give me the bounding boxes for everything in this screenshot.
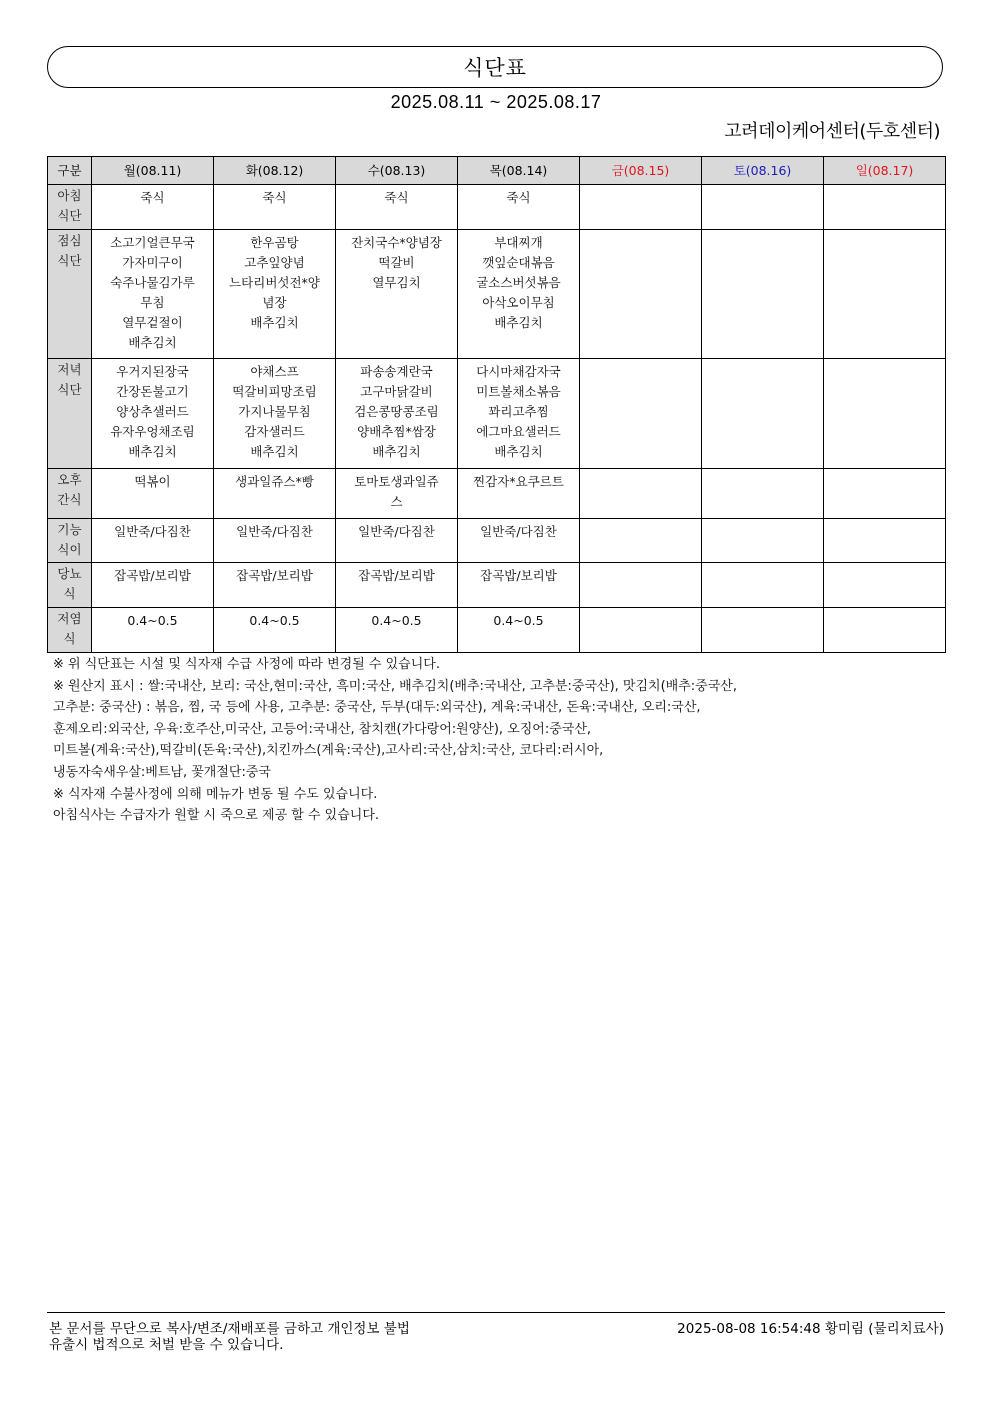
- menu-item: 0.4~0.5: [127, 613, 178, 628]
- menu-cell: [702, 608, 824, 653]
- meal-row: [48, 608, 946, 653]
- menu-cell: [336, 469, 458, 519]
- meal-type-label-line: 식단: [57, 253, 82, 268]
- meal-type-label: [48, 359, 92, 469]
- menu-cell: [702, 469, 824, 519]
- menu-item: 꽈리고추찜: [488, 404, 549, 419]
- menu-cell: [702, 519, 824, 563]
- note-line: ※ 원산지 표시 : 쌀:국내산, 보리: 국산,현미:국산, 흑미:국산, 배추김치(배추:국내산, 고추분:중국산), 맛김치(배추:중국산,: [53, 678, 737, 694]
- menu-item: 검은콩땅콩조림: [354, 404, 439, 419]
- menu-cell: [702, 185, 824, 230]
- note-line: 고추분: 중국산) : 볶음, 찜, 국 등에 사용, 고추분: 중국산, 두부(대두:외국산), 계육:국내산, 돈육:국내산, 오리:국산,: [53, 700, 701, 716]
- menu-item: 가지나물무침: [238, 404, 311, 419]
- menu-item: 다시마채감자국: [476, 364, 561, 379]
- menu-cell: [702, 563, 824, 608]
- menu-item: 일반죽/다짐찬: [480, 524, 557, 539]
- menu-item: 아삭오이무침: [482, 295, 555, 310]
- menu-cell: [824, 608, 946, 653]
- menu-item: 굴소스버섯볶음: [476, 275, 561, 290]
- menu-cell: [458, 230, 580, 359]
- day-header: 금(08.15): [580, 157, 702, 185]
- meal-type-label: [48, 563, 92, 608]
- menu-item: 떡갈비: [378, 255, 415, 270]
- meal-type-label-line: 저녁: [57, 362, 82, 377]
- menu-cell: [580, 563, 702, 608]
- menu-item: 일반죽/다짐찬: [358, 524, 435, 539]
- menu-cell: [824, 230, 946, 359]
- menu-item: 죽식: [506, 190, 531, 205]
- menu-item: 토마토생과일쥬: [354, 474, 439, 489]
- menu-cell: [336, 563, 458, 608]
- menu-item: 죽식: [262, 190, 287, 205]
- meal-type-label-line: 점심: [57, 233, 82, 248]
- menu-cell: [824, 359, 946, 469]
- menu-cell: [92, 185, 214, 230]
- menu-cell: [824, 519, 946, 563]
- meal-row: [48, 185, 946, 230]
- note-line: ※ 위 식단표는 시설 및 식자재 수급 사정에 따라 변경될 수 있습니다.: [53, 657, 440, 672]
- meal-row: [48, 519, 946, 563]
- menu-cell: [580, 359, 702, 469]
- menu-cell: [824, 563, 946, 608]
- meal-row: [48, 469, 946, 519]
- menu-item: 우거지된장국: [116, 364, 189, 379]
- disclaimer-line-1: 본 문서를 무단으로 복사/변조/재배포를 금하고 개인정보 불법: [49, 1321, 410, 1337]
- menu-cell: [458, 563, 580, 608]
- menu-cell: [214, 230, 336, 359]
- note-line: 미트볼(계육:국산),떡갈비(돈육:국산),치킨까스(계육:국산),고사리:국산,삼치:국산, 코다리:러시아,: [53, 743, 604, 759]
- menu-cell: [92, 469, 214, 519]
- menu-cell: [580, 230, 702, 359]
- footer-timestamp-author: 2025-08-08 16:54:48 황미림 (물리치료사): [677, 1321, 944, 1337]
- menu-item: 0.4~0.5: [249, 613, 300, 628]
- menu-item: 느타리버섯전*양: [229, 275, 320, 290]
- menu-item: 야채스프: [250, 364, 299, 379]
- menu-cell: [214, 469, 336, 519]
- menu-item: 배추김치: [128, 335, 177, 350]
- menu-cell: [336, 519, 458, 563]
- menu-cell: [702, 230, 824, 359]
- meal-type-label: [48, 230, 92, 359]
- menu-item: 생과일쥬스*빵: [235, 474, 314, 489]
- center-name: 고려데이케어센터(두호센터): [724, 121, 940, 142]
- menu-cell: [458, 185, 580, 230]
- meal-row: [48, 230, 946, 359]
- menu-cell: [92, 230, 214, 359]
- menu-cell: [336, 185, 458, 230]
- corner-header: 구분: [48, 157, 92, 185]
- menu-item: 열무겉절이: [122, 315, 183, 330]
- footer-disclaimer: [49, 1321, 410, 1353]
- meal-type-label-line: 식: [63, 631, 76, 646]
- day-header: 목(08.14): [458, 157, 580, 185]
- meal-row: [48, 359, 946, 469]
- menu-item: 파송송계란국: [360, 364, 433, 379]
- menu-cell: [214, 563, 336, 608]
- menu-item: 떡볶이: [134, 474, 171, 489]
- menu-cell: [336, 608, 458, 653]
- menu-item: 미트볼채소볶음: [476, 384, 561, 399]
- menu-period: 2025.08.11 ~ 2025.08.17: [390, 92, 602, 112]
- menu-item: 부대찌개: [494, 235, 543, 250]
- menu-item: 한우곰탕: [250, 235, 299, 250]
- menu-item: 잡곡밥/보리밥: [358, 568, 435, 583]
- menu-cell: [580, 608, 702, 653]
- menu-item: 스: [390, 494, 403, 509]
- menu-item: 유자우엉채조림: [110, 424, 195, 439]
- menu-item: 찐감자*요쿠르트: [473, 474, 564, 489]
- menu-item: 열무김치: [372, 275, 421, 290]
- day-header: 토(08.16): [702, 157, 824, 185]
- menu-item: 배추김치: [250, 444, 299, 459]
- menu-cell: [824, 185, 946, 230]
- menu-item: 배추김치: [128, 444, 177, 459]
- menu-item: 소고기얼큰무국: [110, 235, 195, 250]
- menu-cell: [214, 185, 336, 230]
- weekly-menu-table: [47, 156, 946, 653]
- menu-cell: [458, 519, 580, 563]
- menu-cell: [702, 359, 824, 469]
- menu-item: 숙주나물김가루: [110, 275, 195, 290]
- menu-item: 잡곡밥/보리밥: [236, 568, 313, 583]
- meal-type-label: [48, 519, 92, 563]
- menu-item: 감자샐러드: [244, 424, 305, 439]
- menu-item: 떡갈비피망조림: [232, 384, 317, 399]
- menu-cell: [336, 230, 458, 359]
- menu-cell: [92, 359, 214, 469]
- meal-type-label-line: 오후: [57, 472, 82, 487]
- menu-item: 잡곡밥/보리밥: [480, 568, 557, 583]
- menu-item: 고구마닭갈비: [360, 384, 433, 399]
- note-line: 아침식사는 수급자가 원할 시 죽으로 제공 할 수 있습니다.: [53, 808, 380, 824]
- header-row: [48, 157, 946, 185]
- menu-item: 죽식: [384, 190, 409, 205]
- menu-cell: [92, 519, 214, 563]
- meal-type-label-line: 식단: [57, 208, 82, 223]
- menu-cell: [214, 359, 336, 469]
- menu-item: 무침: [140, 295, 165, 310]
- day-header: 화(08.12): [214, 157, 336, 185]
- menu-body: [48, 185, 946, 653]
- disclaimer-line-2: 유출시 법적으로 처벌 받을 수 있습니다.: [49, 1337, 284, 1353]
- title-text: 식단표: [463, 56, 527, 80]
- menu-item: 고추잎양념: [244, 255, 305, 270]
- menu-cell: [458, 359, 580, 469]
- menu-item: 양배추찜*쌈장: [357, 424, 436, 439]
- notes-section: [53, 654, 933, 827]
- menu-cell: [92, 563, 214, 608]
- meal-type-label-line: 당뇨: [57, 566, 82, 581]
- menu-cell: [580, 469, 702, 519]
- meal-type-label-line: 식이: [57, 542, 82, 557]
- meal-type-label: [48, 608, 92, 653]
- meal-type-label-line: 식단: [57, 382, 82, 397]
- document-title: [47, 46, 943, 88]
- menu-item: 잔치국수*양념장: [351, 235, 442, 250]
- footer-divider: [47, 1312, 945, 1313]
- meal-type-label-line: 아침: [57, 188, 82, 203]
- menu-item: 에그마요샐러드: [476, 424, 561, 439]
- meal-type-label-line: 식: [63, 586, 76, 601]
- meal-type-label-line: 기능: [57, 522, 82, 537]
- day-header: 일(08.17): [824, 157, 946, 185]
- menu-item: 념장: [262, 295, 287, 310]
- menu-cell: [458, 469, 580, 519]
- day-header: 월(08.11): [92, 157, 214, 185]
- menu-item: 일반죽/다짐찬: [236, 524, 313, 539]
- meal-type-label-line: 저염: [57, 611, 82, 626]
- menu-cell: [580, 519, 702, 563]
- note-line: 훈제오리:외국산, 우육:호주산,미국산, 고등어:국내산, 참치캔(가다랑어:원양산), 오징어:중국산,: [53, 721, 592, 737]
- note-line: ※ 식자재 수불사정에 의해 메뉴가 변동 될 수도 있습니다.: [53, 786, 378, 802]
- menu-item: 배추김치: [372, 444, 421, 459]
- menu-item: 양상추샐러드: [116, 404, 189, 419]
- menu-cell: [214, 608, 336, 653]
- menu-cell: [580, 185, 702, 230]
- day-header: 수(08.13): [336, 157, 458, 185]
- menu-cell: [458, 608, 580, 653]
- note-line: 냉동자숙새우살:베트남, 꽃개절단:중국: [53, 764, 271, 780]
- meal-type-label-line: 간식: [57, 492, 82, 507]
- menu-item: 배추김치: [250, 315, 299, 330]
- menu-cell: [824, 469, 946, 519]
- menu-item: 잡곡밥/보리밥: [114, 568, 191, 583]
- menu-cell: [214, 519, 336, 563]
- menu-item: 배추김치: [494, 444, 543, 459]
- meal-type-label: [48, 469, 92, 519]
- menu-item: 0.4~0.5: [493, 613, 544, 628]
- menu-item: 간장돈불고기: [116, 384, 189, 399]
- meal-type-label: [48, 185, 92, 230]
- menu-cell: [336, 359, 458, 469]
- menu-item: 배추김치: [494, 315, 543, 330]
- menu-item: 0.4~0.5: [371, 613, 422, 628]
- menu-item: 일반죽/다짐찬: [114, 524, 191, 539]
- meal-row: [48, 563, 946, 608]
- menu-item: 죽식: [140, 190, 165, 205]
- menu-item: 가자미구이: [122, 255, 183, 270]
- menu-cell: [92, 608, 214, 653]
- menu-item: 깻잎순대볶음: [482, 255, 555, 270]
